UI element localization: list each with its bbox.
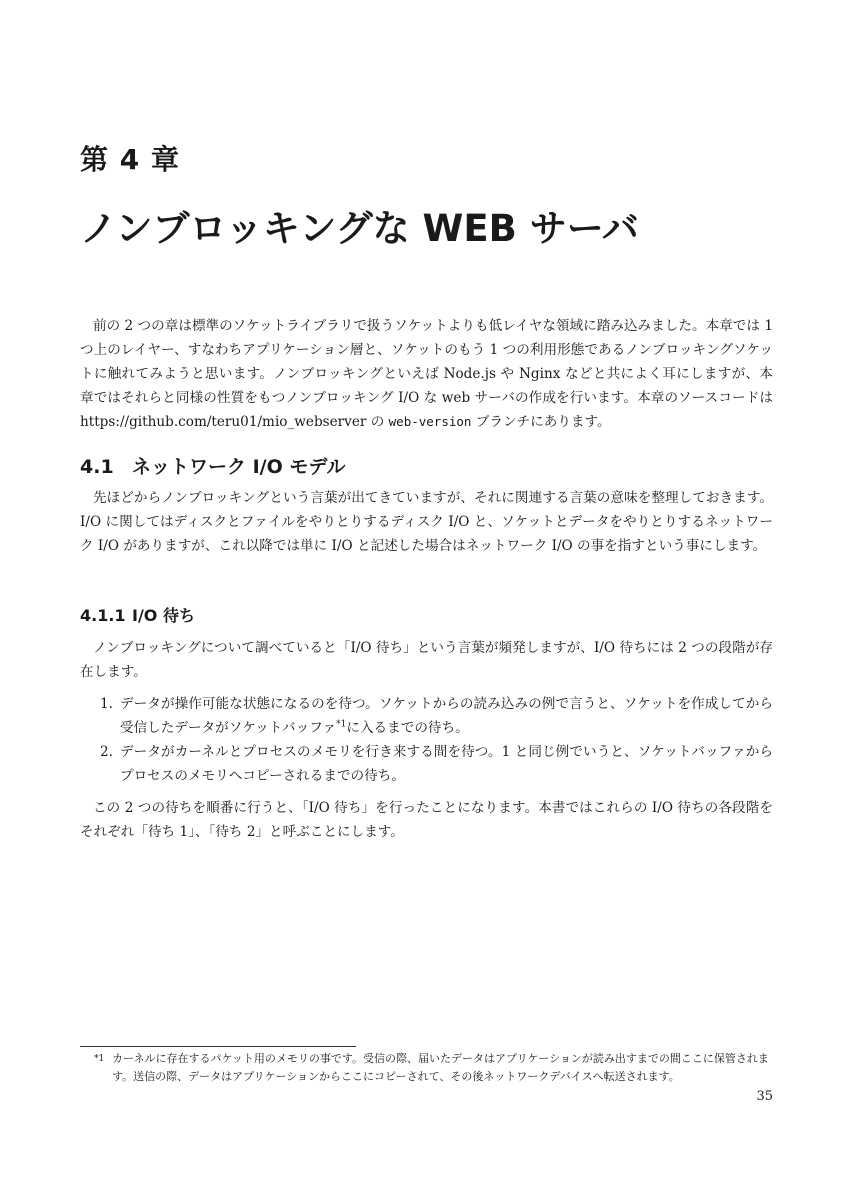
intro-text-after-code: ブランチにあります。 (471, 414, 611, 430)
list-item (96, 740, 773, 788)
section-heading-4-1 (80, 452, 345, 479)
page-number: 35 (756, 1089, 773, 1104)
footnote-divider (80, 1046, 356, 1047)
subsection-4-1-1-paragraph: ノンブロッキングについて調べていると「I/O 待ち」という言葉が頻発しますが、I/O 待ちには 2 つの段階が存在します。 (80, 640, 773, 680)
section-4-1-paragraph: 先ほどからノンブロッキングという言葉が出てきていますが、それに関連する言葉の意味を整理しておきます。I/O に関してはディスクとファイルをやりとりするディスク I/O と、ソケットとデータをやりとりするネットワーク I/O がありますが、これ以降では単に I/O と記述した場合はネットワーク I/O の事を指すという事にします。 (80, 490, 773, 554)
list-item-number: 1. (100, 696, 113, 712)
list-item-text: データがカーネルとプロセスのメモリを行き来する間を待つ。1 と同じ例でいうと、ソケットバッファからプロセスのメモリへコピーされるまでの待ち。 (120, 744, 773, 784)
section-title: ネットワーク I/O モデル (132, 456, 346, 478)
branch-name-code: web-version (388, 414, 472, 429)
footnote-text: カーネルに存在するパケット用のメモリの事です。受信の際、届いたデータはアプリケーションが読み出すまでの間ここに保管されます。送信の際、データはアプリケーションからここにコピーされて、その後ネットワークデバイスへ転送されます。 (112, 1052, 769, 1083)
footnote (94, 1050, 773, 1086)
list-item-number: 2. (100, 744, 113, 760)
list-item (96, 692, 773, 740)
section-number: 4.1 (80, 456, 114, 478)
intro-paragraph (80, 314, 773, 434)
footnote-reference[interactable]: *1 (336, 719, 347, 730)
subsection-heading-4-1-1 (80, 603, 195, 626)
io-wait-steps-list (96, 692, 773, 788)
footnote-mark: *1 (94, 1054, 105, 1064)
list-item-text: データが操作可能な状態になるのを待つ。ソケットからの読み込みの例で言うと、ソケットを作成してから受信したデータがソケットバッファ (120, 696, 773, 736)
chapter-title: ノンブロッキングな WEB サーバ (80, 207, 639, 250)
chapter-label: 第 4 章 (80, 143, 180, 176)
list-item-text-tail: に入るまでの待ち。 (346, 720, 469, 736)
subsection-title: I/O 待ち (132, 606, 195, 625)
subsection-number: 4.1.1 (80, 606, 126, 625)
intro-text-before-code: 前の 2 つの章は標準のソケットライブラリで扱うソケットよりも低レイヤな領域に踏み込みました。本章では 1 つ上のレイヤー、すなわちアプリケーション層と、ソケットのもう 1 つの利用形態であるノンブロッキングソケットに触れてみようと思います。ノンブロッキングといえば Node.js や Nginx などと共によく耳にしますが、本章ではそれらと同様の性質をもつノンブロッキング I/O な web サーバの作成を行います。本章のソースコードは https://github.com/teru01/mio_webserver の (80, 318, 773, 430)
closing-paragraph: この 2 つの待ちを順番に行うと、「I/O 待ち」を行ったことになります。本書ではこれらの I/O 待ちの各段階をそれぞれ「待ち 1」、「待ち 2」と呼ぶことにします。 (80, 800, 773, 840)
